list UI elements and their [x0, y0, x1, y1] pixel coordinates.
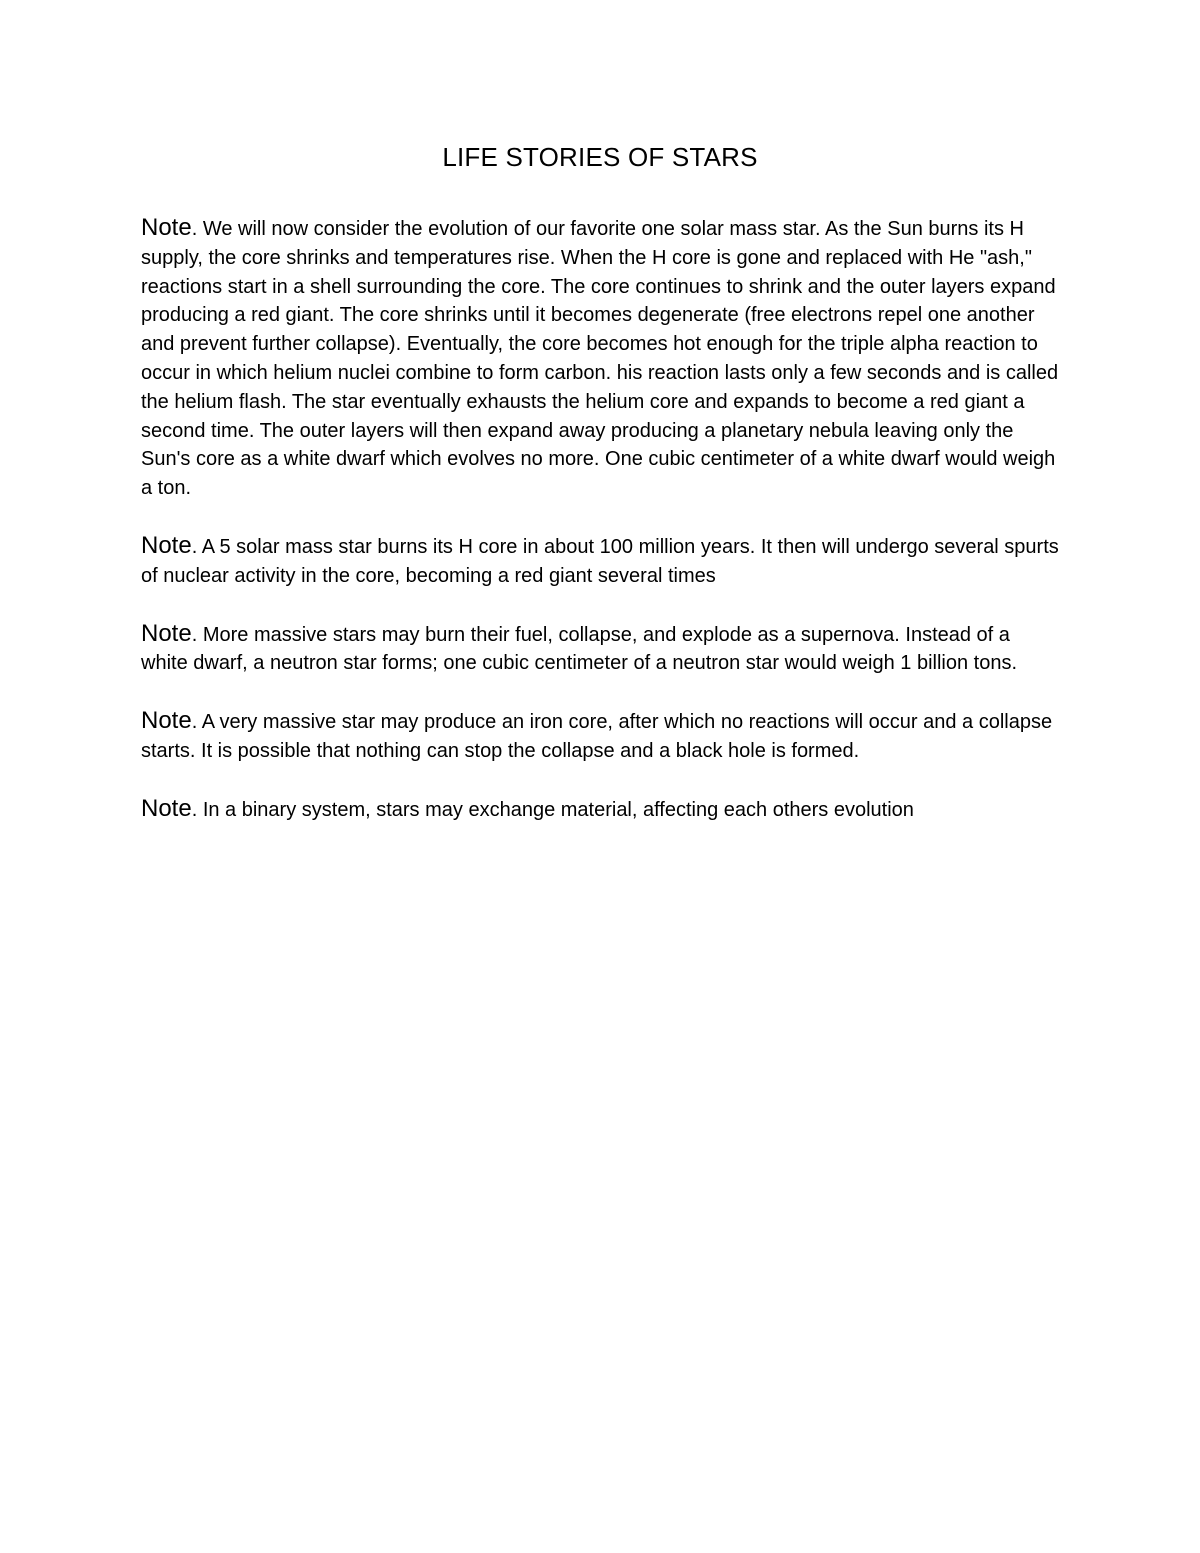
note-text: . We will now consider the evolution of our favorite one solar mass star. As the Sun burns its H supply, the core shrinks and temperatures rise. When the H core is gone and replaced with He "ash," reactions start in a shell surrounding the core. The core continues to shrink and the outer layers expand producing a red giant. The core shrinks until it becomes degenerate (free electrons repel one another and prevent further collapse). Eventually, the core becomes hot enough for the triple alpha reaction to occur in which helium nuclei combine to form carbon. his reaction lasts only a few seconds and is called the helium flash. The star eventually exhausts the helium core and expands to become a red giant a second time. The outer layers will then expand away producing a planetary nebula leaving only the Sun's core as a white dwarf which evolves no more. One cubic centimeter of a white dwarf would weigh a ton.: [141, 218, 1059, 500]
note-paragraph-3: [141, 620, 1061, 679]
note-label: Note: [141, 214, 192, 241]
note-label: Note: [141, 707, 192, 735]
note-text: . A 5 solar mass star burns its H core in about 100 million years. It then will undergo several spurts of nuclear activity in the core, becoming a red giant several times: [141, 535, 1059, 587]
document-title: LIFE STORIES OF STARS: [442, 142, 758, 172]
note-label: Note: [141, 531, 192, 559]
note-text: . A very massive star may produce an iron core, after which no reactions will occur and a collapse starts. It is possible that nothing can stop the collapse and a black hole is formed.: [141, 711, 1053, 762]
note-paragraph-1: [141, 214, 1061, 503]
note-label: Note: [141, 794, 192, 822]
note-text: . More massive stars may burn their fuel, collapse, and explode as a supernova. Instead of a white dwarf, a neutron star forms; one cubic centimeter of a neutron star would weigh 1 billion tons.: [141, 623, 1018, 675]
note-text: . In a binary system, stars may exchange material, affecting each others evolution: [191, 798, 914, 821]
note-paragraph-4: [141, 707, 1061, 766]
note-label: Note: [141, 619, 192, 647]
note-paragraph-2: [141, 532, 1061, 591]
notes-list: [141, 214, 1061, 854]
note-paragraph-5: [141, 795, 1061, 825]
